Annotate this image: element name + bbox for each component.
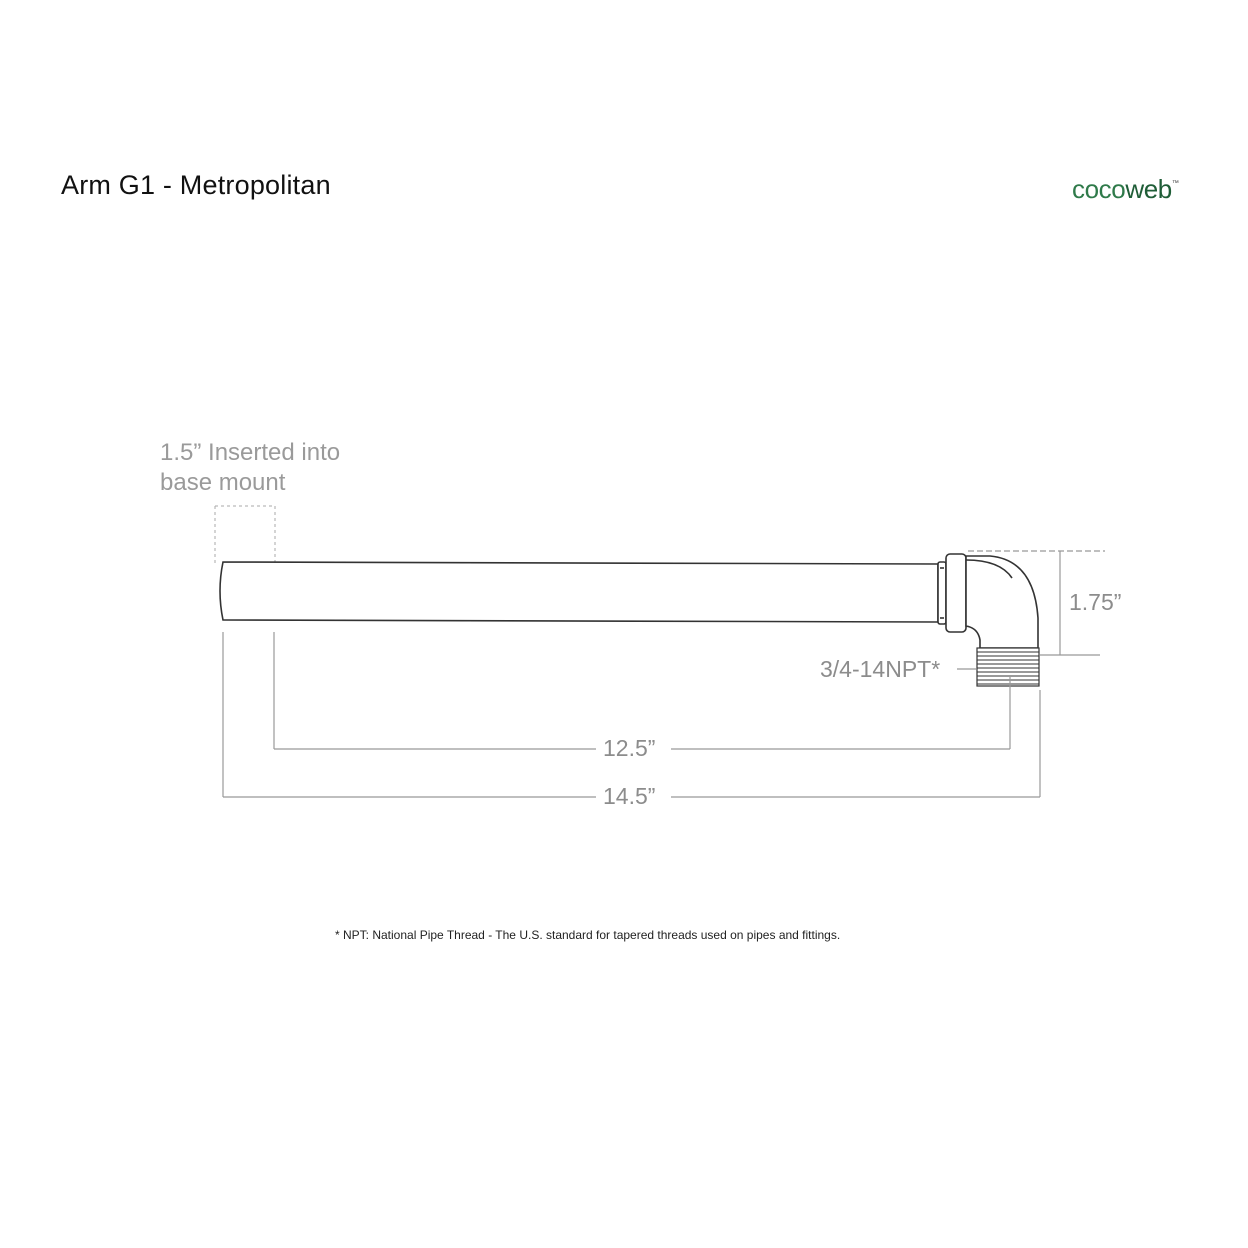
footnote: * NPT: National Pipe Thread - The U.S. standard for tapered threads used on pipes and fittings. [335,928,841,942]
inner-length-dimension-lines [274,632,1010,749]
threaded-end [977,648,1039,686]
insert-depth-label-line2: base mount [160,469,286,496]
inner-length-label: 12.5” [603,735,656,761]
insert-depth-label-line1: 1.5” Inserted into [160,439,341,466]
brand-logo-part2: web [1125,174,1172,204]
brand-logo-part1: coco [1072,174,1126,204]
height-label: 1.75” [1069,589,1122,615]
overall-length-label: 14.5” [603,783,656,809]
insert-depth-label [160,438,420,498]
page-title: Arm G1 - Metropolitan [61,170,331,200]
pipe-collar [938,554,966,632]
brand-trademark: ™ [1171,180,1179,187]
pipe-elbow [966,556,1038,648]
pipe-body [220,562,938,622]
thread-label: 3/4-14NPT* [820,656,941,682]
